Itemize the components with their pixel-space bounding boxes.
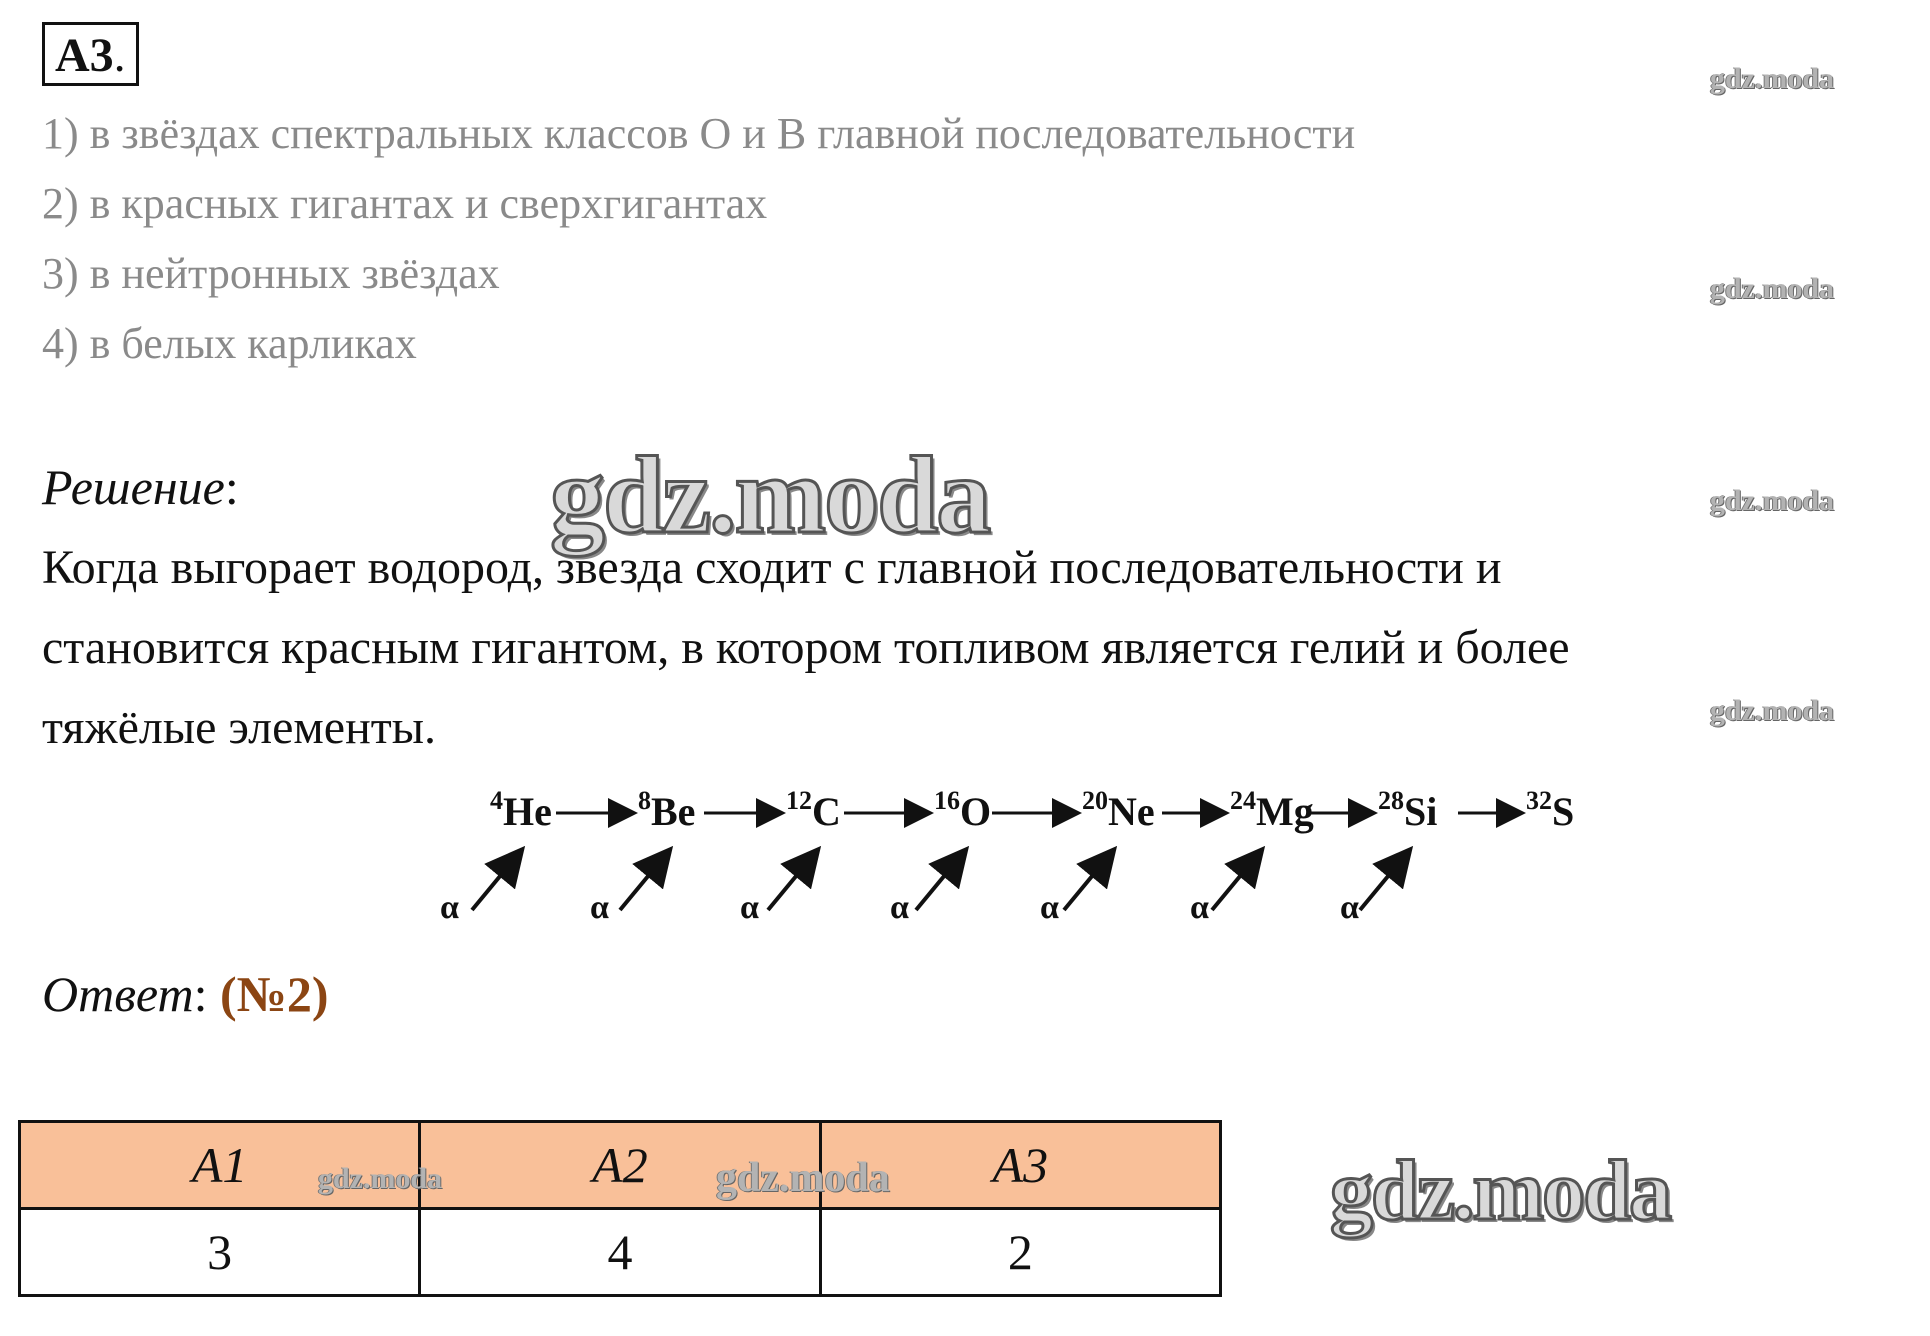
alpha-particle: α bbox=[590, 889, 609, 926]
watermark-large: gdz.moda bbox=[1330, 1142, 1670, 1238]
alpha-arrow bbox=[768, 852, 816, 910]
reaction-chain-diagram bbox=[440, 780, 1640, 940]
table-header-cell: А3 bbox=[820, 1122, 1220, 1209]
alpha-arrow bbox=[1360, 852, 1408, 910]
alpha-arrow bbox=[916, 852, 964, 910]
solution-line-2: становится красным гигантом, в котором топливом является гелий и более bbox=[42, 621, 1570, 674]
nuclide: $^{12}$C bbox=[786, 786, 841, 834]
alpha-particle: α bbox=[890, 889, 909, 926]
question-number: А3. bbox=[42, 22, 139, 86]
watermark: gdz.moda bbox=[716, 1155, 890, 1201]
option-1: 1) в звёздах спектральных классов О и В главной последовательности bbox=[42, 109, 1356, 158]
alpha-particle: α bbox=[1340, 889, 1359, 926]
table-cell: 4 bbox=[420, 1209, 820, 1296]
alpha-particle: α bbox=[440, 889, 459, 926]
watermark-large: gdz.moda bbox=[550, 434, 990, 556]
nuclide: $^8$Be bbox=[638, 786, 696, 834]
watermark: gdz.moda bbox=[1710, 484, 1835, 517]
alpha-arrow bbox=[1212, 852, 1260, 910]
watermark: gdz.moda bbox=[1710, 694, 1835, 727]
watermark: gdz.moda bbox=[1710, 62, 1835, 95]
solution-line-1: Когда выгорает водород, звезда сходит с главной последовательности и bbox=[42, 541, 1502, 594]
watermark: gdz.moda bbox=[1710, 272, 1835, 305]
table-cell: 2 bbox=[820, 1209, 1220, 1296]
alpha-particle: α bbox=[1040, 889, 1059, 926]
table-header-row bbox=[20, 1122, 1221, 1209]
alpha-particle: α bbox=[740, 889, 759, 926]
nuclide: $^4$He bbox=[490, 786, 552, 834]
alpha-arrow bbox=[1064, 852, 1112, 910]
table-header-cell: А1 bbox=[20, 1122, 420, 1209]
alpha-arrow bbox=[472, 852, 520, 910]
nuclide: $^{32}$S bbox=[1526, 786, 1575, 834]
alpha-particle: α bbox=[1190, 889, 1209, 926]
answer-value: (№2) bbox=[219, 966, 329, 1022]
watermark: gdz.moda bbox=[318, 1162, 443, 1195]
nuclide: $^{20}$Ne bbox=[1082, 786, 1155, 834]
answer: Ответ: (№2) bbox=[42, 966, 329, 1022]
solution-label: Решение: bbox=[42, 459, 239, 515]
option-3: 3) в нейтронных звёздах bbox=[42, 249, 500, 298]
table-row bbox=[20, 1209, 1221, 1296]
table-cell: 3 bbox=[20, 1209, 420, 1296]
nuclide: $^{24}$Mg bbox=[1230, 786, 1314, 834]
alpha-arrow bbox=[620, 852, 668, 910]
nuclide: $^{16}$O bbox=[934, 786, 992, 834]
answers-table bbox=[18, 1120, 1222, 1297]
nuclide: $^{28}$Si bbox=[1378, 786, 1438, 834]
option-4: 4) в белых карликах bbox=[42, 319, 417, 368]
table-header-cell: А2 bbox=[420, 1122, 820, 1209]
solution-line-3: тяжёлые элементы. bbox=[42, 701, 436, 754]
option-2: 2) в красных гигантах и сверхгигантах bbox=[42, 179, 768, 228]
